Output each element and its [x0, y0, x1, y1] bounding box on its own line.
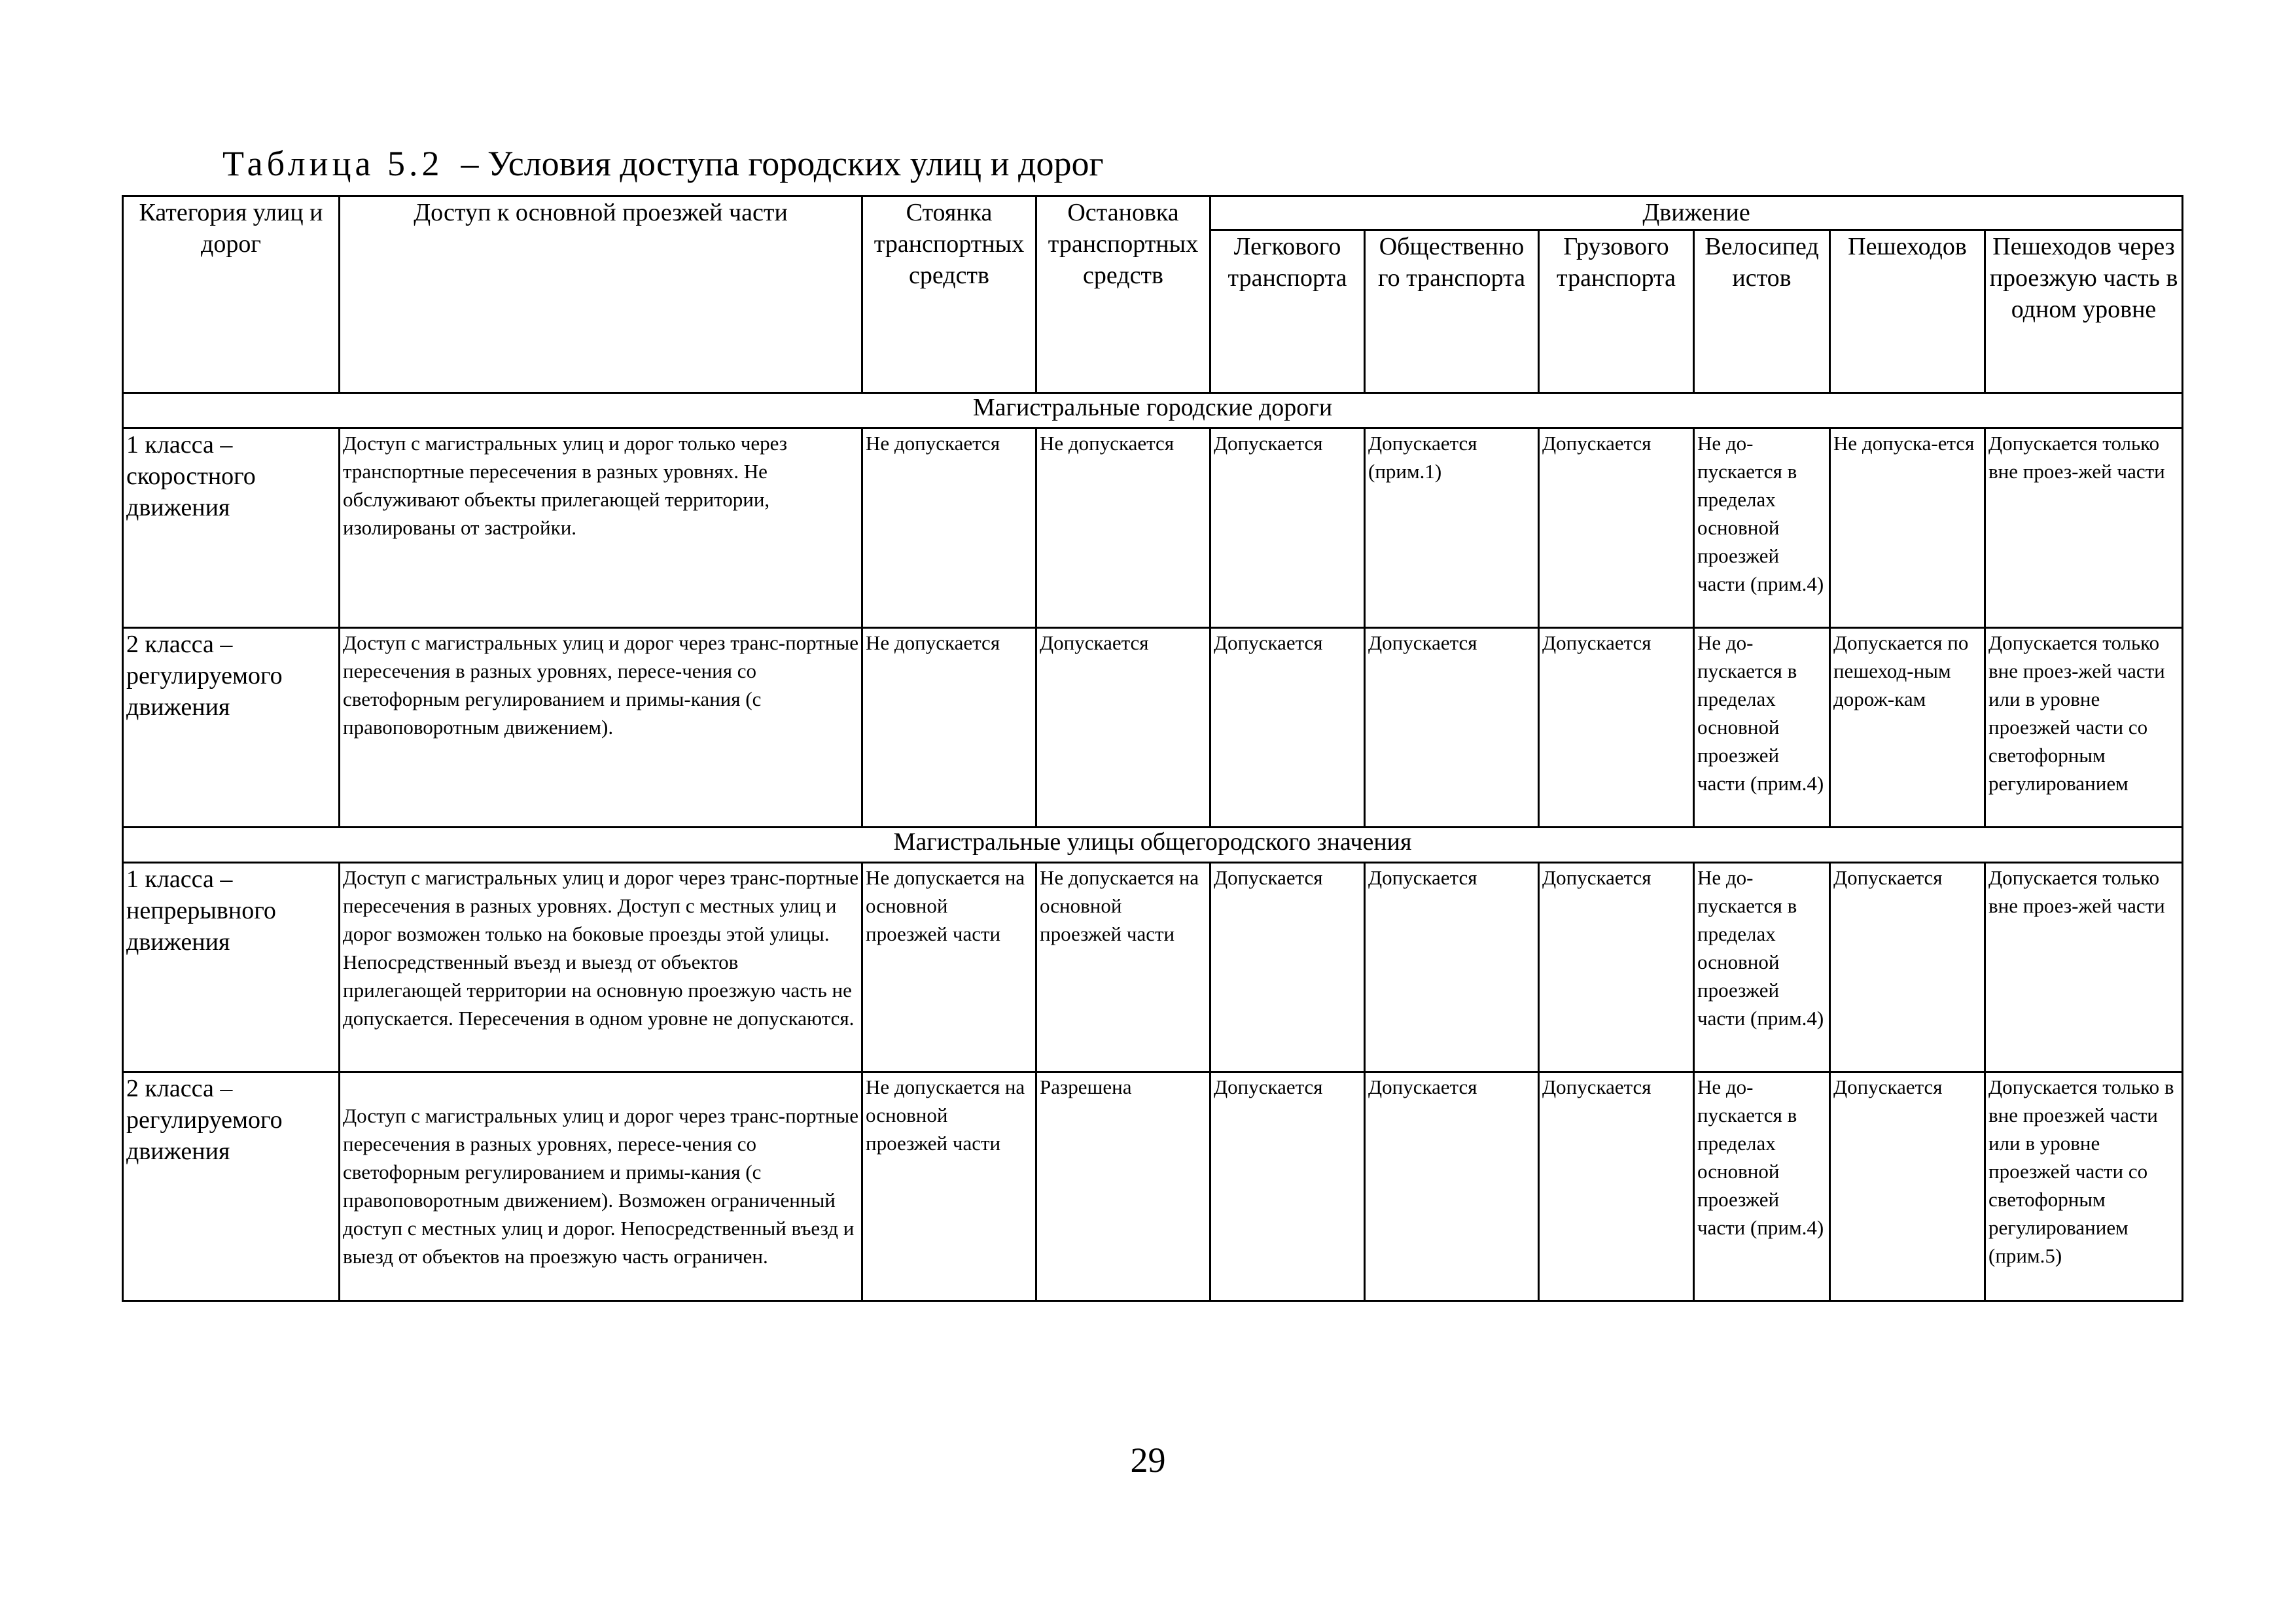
cell-access: Доступ с магистральных улиц и дорог через транс-портные пересечения в разных уровнях, пересе-чения со светофорным регулированием и примы-кания (с правоповоротным движением).	[340, 628, 862, 828]
cell-stop: Не допускается	[1036, 428, 1210, 628]
header-pedestrian-crossing: Пешеходов через проезжую часть в одном уровне	[1985, 230, 2183, 393]
cell-pedestrian-crossing: Допускается только в вне проезжей части или в уровне проезжей части со светофорным регулированием (прим.5)	[1985, 1072, 2183, 1301]
header-pedestrians: Пешеходов	[1830, 230, 1985, 393]
cell-stop: Не допускается на основной проезжей части	[1036, 863, 1210, 1072]
cell-pedestrians: Не допуска-ется	[1830, 428, 1985, 628]
cell-cargo-transport: Допускается	[1539, 628, 1694, 828]
header-stop: Остановка транспортных средств	[1036, 196, 1210, 393]
cell-light-transport: Допускается	[1210, 628, 1365, 828]
table-title-label: Таблица 5.2	[222, 144, 444, 183]
header-movement: Движение	[1210, 196, 2183, 230]
cell-light-transport: Допускается	[1210, 1072, 1365, 1301]
table-title	[222, 143, 1104, 184]
header-row-top	[123, 196, 2183, 230]
cell-pedestrian-crossing: Допускается только вне проез-жей части	[1985, 428, 2183, 628]
table-title-text: – Условия доступа городских улиц и дорог	[461, 144, 1104, 183]
cell-public-transport: Допускается	[1365, 628, 1539, 828]
cell-pedestrians: Допускается	[1830, 1072, 1985, 1301]
cell-pedestrians: Допускается	[1830, 863, 1985, 1072]
cell-cargo-transport: Допускается	[1539, 428, 1694, 628]
cell-cyclists: Не до-пускается в пределах основной проезжей части (прим.4)	[1694, 1072, 1830, 1301]
cell-light-transport: Допускается	[1210, 863, 1365, 1072]
cell-public-transport: Допускается	[1365, 1072, 1539, 1301]
cell-access: Доступ с магистральных улиц и дорог только через транспортные пересечения в разных уровнях. Не обслуживают объекты прилегающей территории, изолированы от застройки.	[340, 428, 862, 628]
section-title: Магистральные улицы общегородского значения	[123, 828, 2183, 863]
cell-stop: Разрешена	[1036, 1072, 1210, 1301]
section-title: Магистральные городские дороги	[123, 393, 2183, 428]
cell-access: Доступ с магистральных улиц и дорог через транс-портные пересечения в разных уровнях. Доступ с местных улиц и дорог возможен только на боковые проезды этой улицы. Непосредственный въезд и выезд от объектов прилегающей территории на основную проезжую часть не допускается. Пересечения в одном уровне не допускаются.	[340, 863, 862, 1072]
cell-category: 1 класса – непрерывного движения	[123, 863, 340, 1072]
cell-cyclists: Не до-пускается в пределах основной проезжей части (прим.4)	[1694, 428, 1830, 628]
table-row	[123, 428, 2183, 628]
cell-public-transport: Допускается (прим.1)	[1365, 428, 1539, 628]
cell-pedestrians: Допускается по пешеход-ным дорож-кам	[1830, 628, 1985, 828]
cell-cargo-transport: Допускается	[1539, 863, 1694, 1072]
header-cargo-transport: Грузового транспорта	[1539, 230, 1694, 393]
header-parking: Стоянка транспортных средств	[862, 196, 1036, 393]
table-row	[123, 863, 2183, 1072]
section-row	[123, 393, 2183, 428]
table-row	[123, 628, 2183, 828]
cell-category: 1 класса – скоростного движения	[123, 428, 340, 628]
section-row	[123, 828, 2183, 863]
cell-stop: Допускается	[1036, 628, 1210, 828]
cell-cargo-transport: Допускается	[1539, 1072, 1694, 1301]
cell-pedestrian-crossing: Допускается только вне проез-жей части или в уровне проезжей части со светофорным регулированием	[1985, 628, 2183, 828]
header-access: Доступ к основной проезжей части	[340, 196, 862, 393]
cell-parking: Не допускается на основной проезжей части	[862, 1072, 1036, 1301]
cell-cyclists: Не до-пускается в пределах основной проезжей части (прим.4)	[1694, 863, 1830, 1072]
cell-light-transport: Допускается	[1210, 428, 1365, 628]
access-conditions-table	[122, 195, 2183, 1302]
cell-public-transport: Допускается	[1365, 863, 1539, 1072]
table-row	[123, 1072, 2183, 1301]
header-category: Категория улиц и дорог	[123, 196, 340, 393]
cell-cyclists: Не до-пускается в пределах основной проезжей части (прим.4)	[1694, 628, 1830, 828]
cell-parking: Не допускается	[862, 628, 1036, 828]
header-light-transport: Легкового транспорта	[1210, 230, 1365, 393]
header-cyclists: Велосипед истов	[1694, 230, 1830, 393]
cell-category: 2 класса – регулируемого движения	[123, 628, 340, 828]
cell-access: Доступ с магистральных улиц и дорог через транс-портные пересечения в разных уровнях, пересе-чения со светофорным регулированием и примы-кания (с правоповоротным движением). Возможен ограниченный доступ с местных улиц и дорог. Непосредственный въезд и выезд от объектов на проезжую часть ограничен.	[340, 1072, 862, 1301]
cell-pedestrian-crossing: Допускается только вне проез-жей части	[1985, 863, 2183, 1072]
cell-parking: Не допускается на основной проезжей части	[862, 863, 1036, 1072]
cell-category: 2 класса – регулируемого движения	[123, 1072, 340, 1301]
header-public-transport: Общественно го транспорта	[1365, 230, 1539, 393]
page-number: 29	[1130, 1440, 1166, 1480]
cell-parking: Не допускается	[862, 428, 1036, 628]
